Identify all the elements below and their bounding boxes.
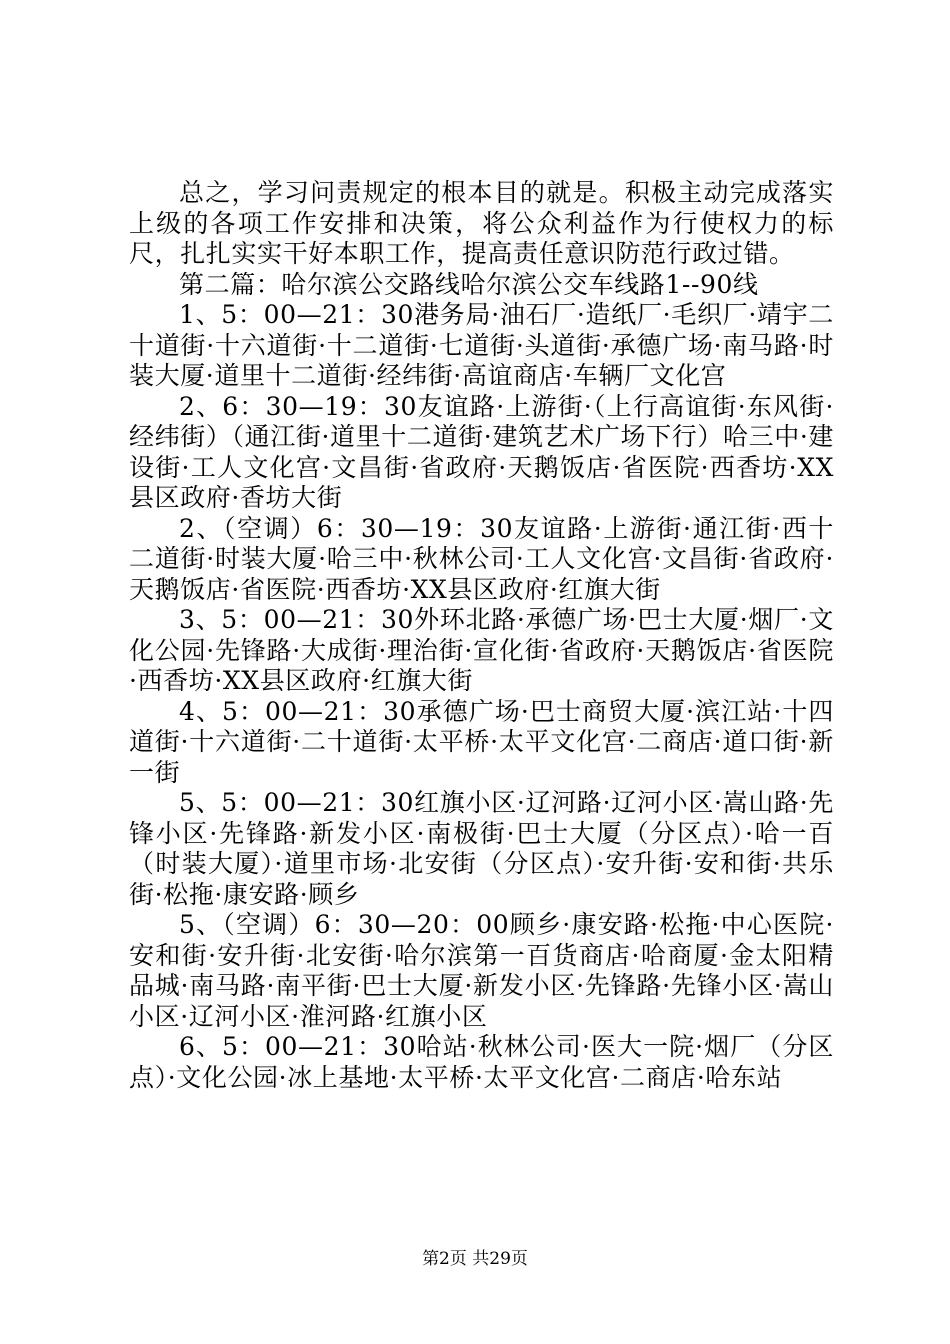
paragraph-summary: 总之，学习问责规定的根本目的就是。积极主动完成落实上级的各项工作安排和决策，将公众利益作为行使权力的标尺，扎扎实实干好本职工作，提高责任意识防范行政过错。 xyxy=(129,178,834,268)
bus-route-1: 1、5：00—21：30港务局·油石厂·造纸厂·毛织厂·靖宇二十道街·十六道街·十二道街·七道街·头道街·承德广场·南马路·时装大厦·道里十二道街·经纬街·高谊商店·车辆厂文化宫 xyxy=(129,300,834,390)
document-body xyxy=(129,178,834,1093)
bus-route-4: 4、5：00—21：30承德广场·巴士商贸大厦·滨江站·十四道街·十六道街·二十道街·太平桥·太平文化宫·二商店·道口街·新一街 xyxy=(129,696,834,787)
page-number-footer: 第2页 共29页 xyxy=(422,1249,528,1269)
bus-route-3: 3、5：00—21：30外环北路·承德广场·巴士大厦·烟厂·文化公园·先锋路·大成街·理治街·宣化街·省政府·天鹅饭店·省医院·西香坊·XX县区政府·红旗大街 xyxy=(129,605,834,695)
bus-route-2: 2、6：30—19：30友谊路·上游街·（上行高谊街·东风街·经纬街）（通江街·道里十二道街·建筑艺术广场下行）哈三中·建设街·工人文化宫·文昌街·省政府·天鹅饭店·省医院·西香坊·XX县区政府·香坊大街 xyxy=(129,391,834,512)
section-heading: 第二篇：哈尔滨公交路线哈尔滨公交车线路1--90线 xyxy=(179,269,759,299)
bus-route-5: 5、5：00—21：30红旗小区·辽河路·辽河小区·嵩山路·先锋小区·先锋路·新发小区·南极街·巴士大厦（分区点）·哈一百（时装大厦）·道里市场·北安街（分区点）·安升街·安和街·共乐街·松拖·康安路·顾乡 xyxy=(129,788,834,909)
bus-route-2-ac: 2、（空调）6：30—19：30友谊路·上游街·通江街·西十二道街·时装大厦·哈三中·秋林公司·工人文化宫·文昌街·省政府·天鹅饭店·省医院·西香坊·XX县区政府·红旗大街 xyxy=(129,513,834,604)
bus-route-6: 6、5：00—21：30哈站·秋林公司·医大一院·烟厂（分区点）·文化公园·冰上基地·太平桥·太平文化宫·二商店·哈东站 xyxy=(129,1032,834,1092)
bus-route-5-ac: 5、（空调）6：30—20：00顾乡·康安路·松拖·中心医院·安和街·安升街·北安街·哈尔滨第一百货商店·哈商厦·金太阳精品城·南马路·南平街·巴士大厦·新发小区·先锋路·先锋小区·嵩山小区·辽河小区·淮河路·红旗小区 xyxy=(129,910,834,1031)
